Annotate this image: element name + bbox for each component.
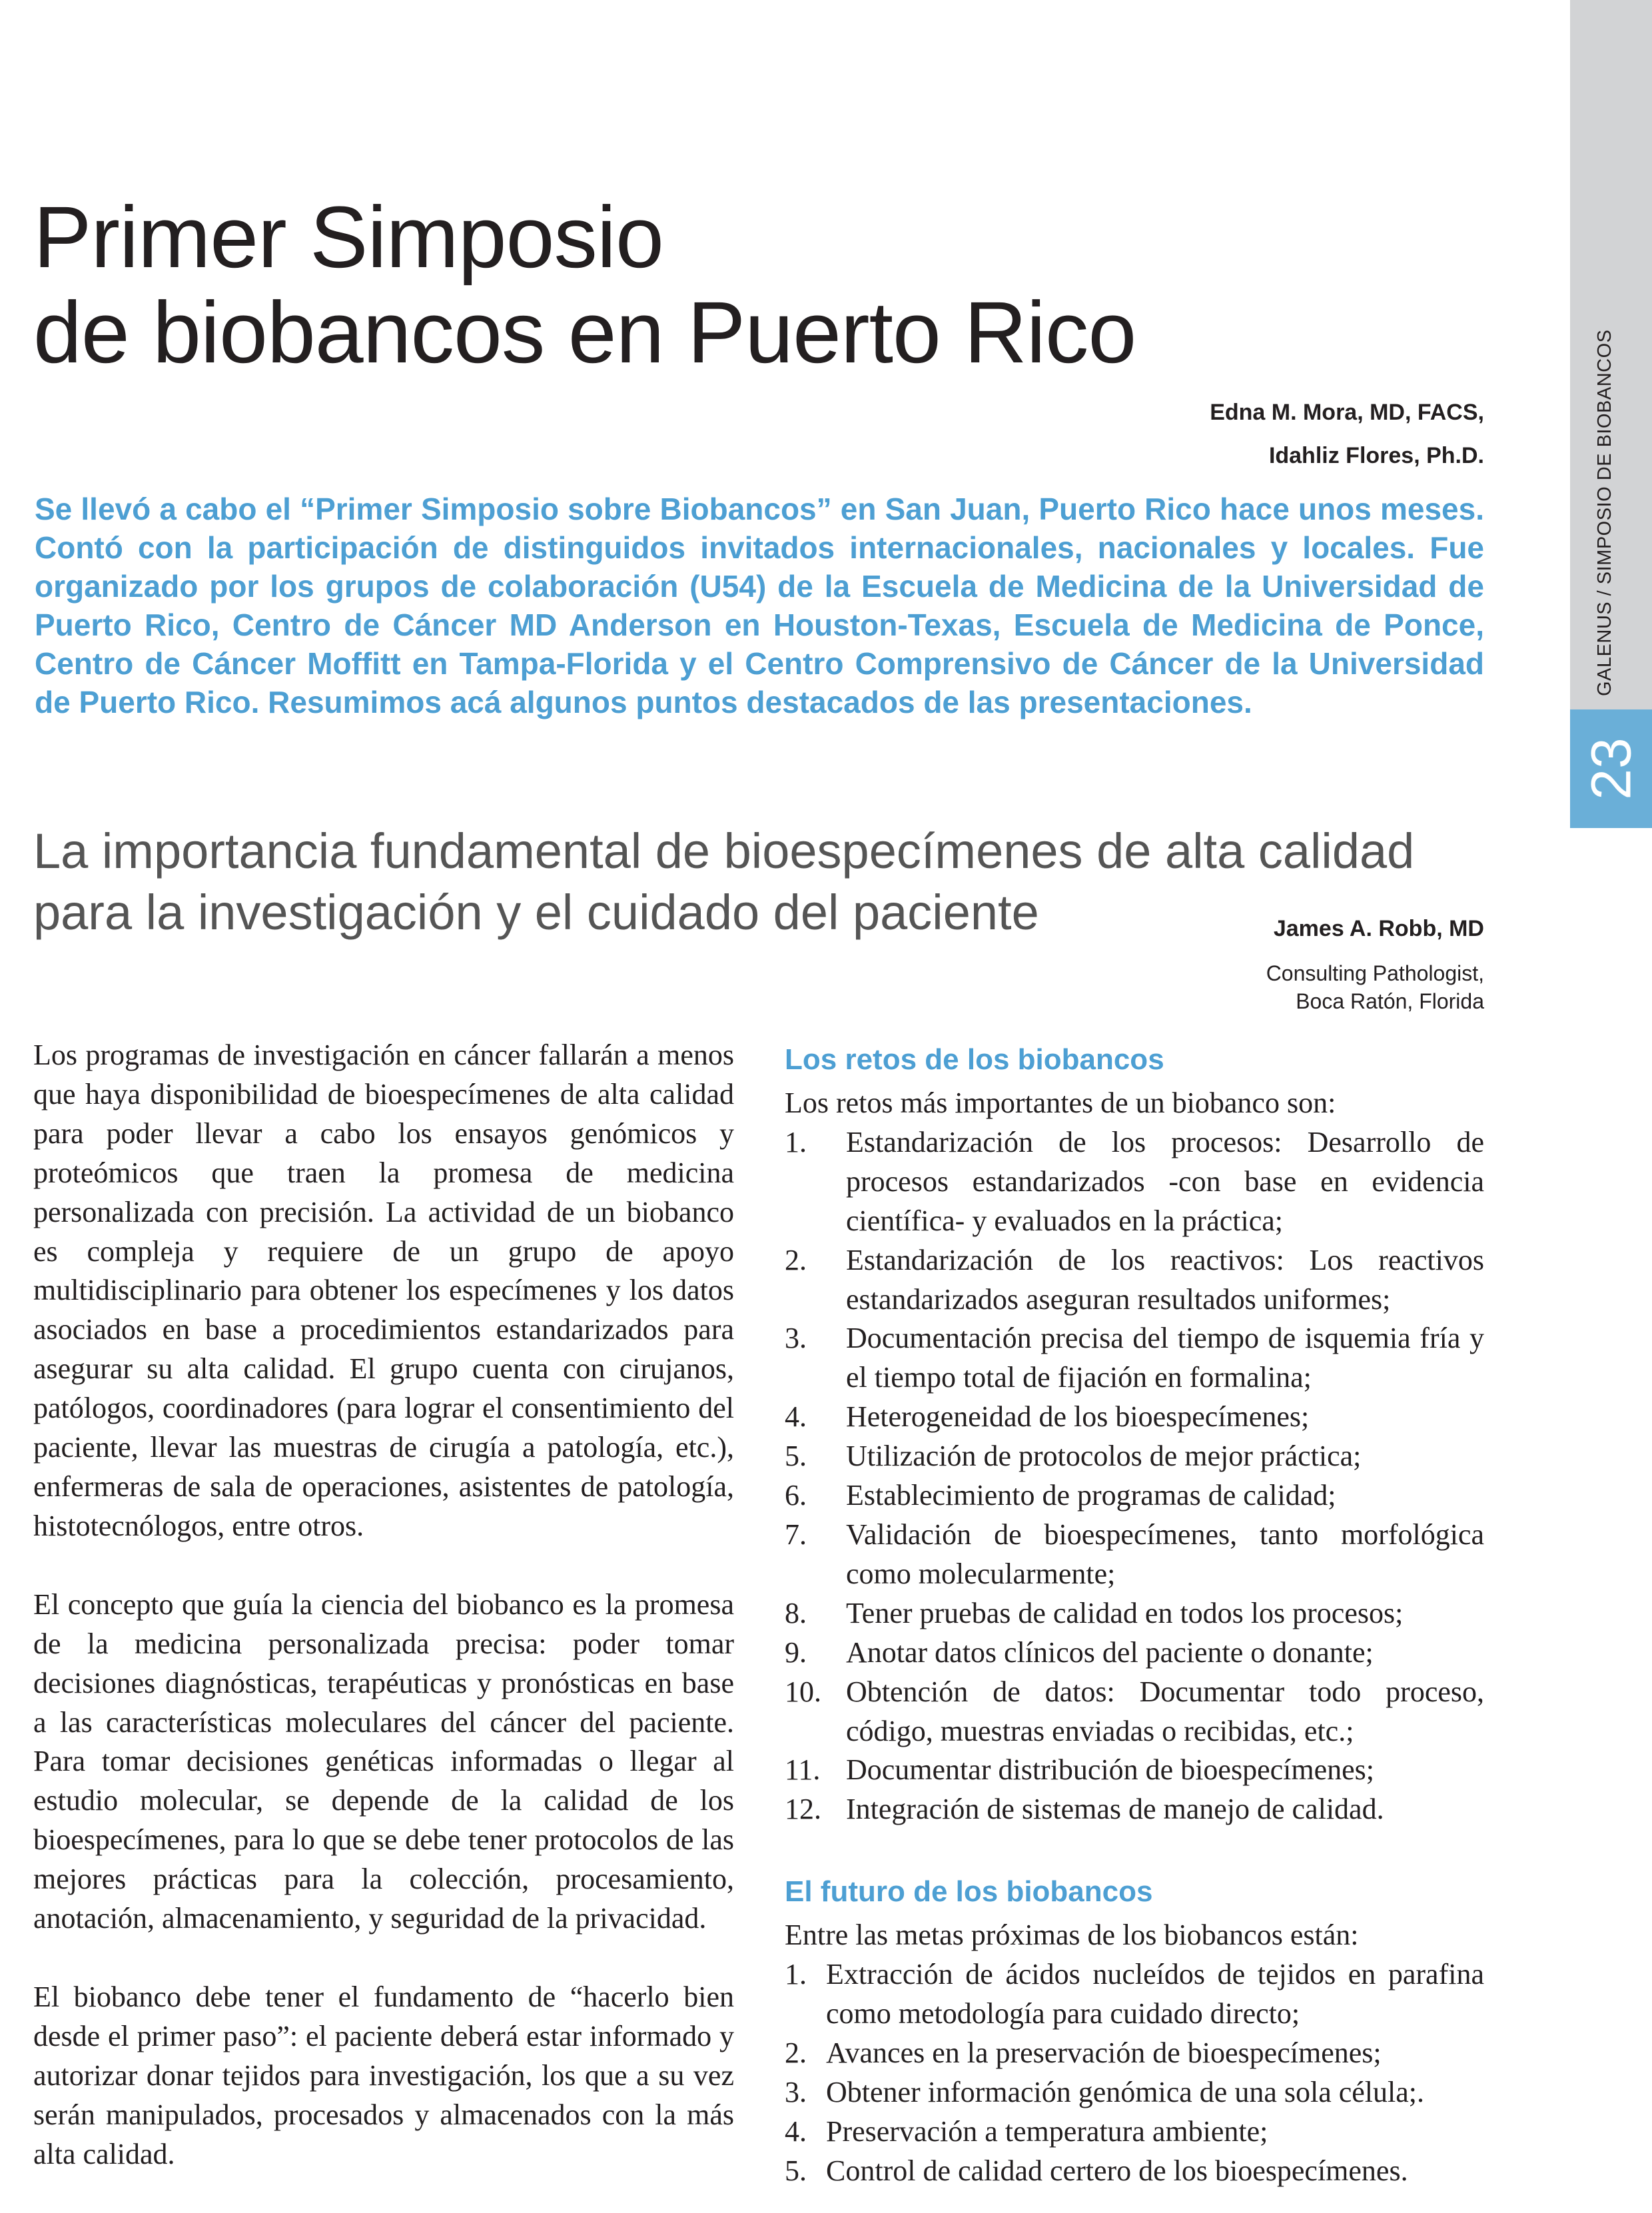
retos-heading: Los retos de los biobancos bbox=[785, 1043, 1164, 1076]
author-2: Idahliz Flores, Ph.D. bbox=[1268, 443, 1484, 468]
item-text: Validación de bioespecímenes, tanto morfológica como molecularmente; bbox=[846, 1518, 1484, 1590]
futuro-intro: Entre las metas próximas de los biobancos están: bbox=[785, 1919, 1359, 1952]
list-item bbox=[785, 1319, 1484, 1398]
title-line: Primer Simposio bbox=[33, 188, 663, 286]
item-number: 6. bbox=[785, 1479, 807, 1512]
list-item bbox=[785, 1516, 1484, 1594]
right-column bbox=[785, 1036, 1484, 2191]
item-text: Control de calidad certero de los bioespecímenes. bbox=[826, 2154, 1408, 2187]
list-item bbox=[785, 2152, 1484, 2191]
item-number: 5. bbox=[785, 2154, 807, 2187]
author-1: Edna M. Mora, MD, FACS, bbox=[1210, 400, 1484, 425]
item-number: 11. bbox=[785, 1753, 821, 1787]
item-text: Documentación precisa del tiempo de isquemia fría y el tiempo total de fijación en formalina; bbox=[846, 1322, 1484, 1394]
list-item bbox=[785, 2112, 1484, 2152]
item-number: 3. bbox=[785, 1322, 807, 1355]
item-text: Avances en la preservación de bioespecímenes; bbox=[826, 2036, 1382, 2069]
list-item bbox=[785, 2073, 1484, 2112]
affiliation-line: Consulting Pathologist, bbox=[1266, 961, 1484, 985]
item-number: 2. bbox=[785, 2036, 807, 2069]
item-number: 9. bbox=[785, 1635, 807, 1669]
page-number-tab bbox=[1570, 709, 1652, 828]
affiliation-line: Boca Ratón, Florida bbox=[1296, 989, 1484, 1013]
section-author: James A. Robb, MD bbox=[1273, 916, 1484, 941]
retos-intro: Los retos más importantes de un biobanco son: bbox=[785, 1087, 1336, 1119]
body-paragraph: Los programas de investigación en cáncer fallarán a menos que haya disponibilidad de bioespecímenes de alta calidad para poder llevar a cabo los ensayos genómicos y proteómicos que traen la promesa de medicina personalizada con precisión. La actividad de un biobanco es compleja y requiere de un grupo de apoyo multidisciplinario para obtener los especímenes y los datos asociados en base a procedimientos estandarizados para asegurar su alta calidad. El grupo cuenta con cirujanos, patólogos, coordinadores (para lograr el consentimiento del paciente, llevar las muestras de cirugía a patología, etc.), enfermeras de sala de operaciones, asistentes de patología, histotecnólogos, entre otros. bbox=[33, 1039, 734, 1542]
futuro-heading: El futuro de los biobancos bbox=[785, 1875, 1153, 1909]
left-column bbox=[33, 1036, 734, 2213]
list-item bbox=[785, 1437, 1484, 1476]
item-text: Preservación a temperatura ambiente; bbox=[826, 2114, 1268, 2148]
title-line: de biobancos en Puerto Rico bbox=[33, 282, 1136, 381]
list-item bbox=[785, 1594, 1484, 1633]
item-number: 7. bbox=[785, 1518, 807, 1551]
body-paragraph: El concepto que guía la ciencia del biobanco es la promesa de la medicina personalizada precisa: poder tomar decisiones diagnósticas, terapéuticas y pronósticas en base a las características moleculares del cáncer del paciente. Para tomar decisiones genéticas informadas o llegar al estudio molecular, se depende de la calidad de los bioespecímenes, para lo que se debe tener protocolos de las mejores prácticas para la colección, procesamiento, anotación, almacenamiento, y seguridad de la privacidad. bbox=[33, 1587, 734, 1935]
item-text: Extracción de ácidos nucleídos de tejidos en parafina como metodología para cuidado directo; bbox=[826, 1958, 1484, 2030]
item-number: 10. bbox=[785, 1675, 821, 1708]
list-item bbox=[785, 1398, 1484, 1437]
subtitle-line: para la investigación y el cuidado del paciente bbox=[33, 885, 1039, 940]
item-text: Documentar distribución de bioespecímenes; bbox=[846, 1753, 1374, 1787]
page-number: 23 bbox=[1579, 737, 1642, 800]
item-text: Tener pruebas de calidad en todos los procesos; bbox=[846, 1596, 1404, 1629]
item-number: 5. bbox=[785, 1440, 807, 1473]
list-item bbox=[785, 1673, 1484, 1751]
list-item bbox=[785, 1123, 1484, 1241]
futuro-list bbox=[785, 1955, 1484, 2190]
list-item bbox=[785, 2034, 1484, 2073]
item-number: 4. bbox=[785, 1400, 807, 1434]
item-text: Utilización de protocolos de mejor práctica; bbox=[846, 1440, 1362, 1473]
item-number: 12. bbox=[785, 1793, 821, 1826]
list-item bbox=[785, 1241, 1484, 1320]
section-spacer bbox=[785, 1829, 1484, 1868]
list-item bbox=[785, 1751, 1484, 1790]
lead-paragraph: Se llevó a cabo el “Primer Simposio sobre Biobancos” en San Juan, Puerto Rico hace unos meses. Contó con la participación de distinguidos invitados internacionales, nacionales y locales. Fue organizado por los grupos de colaboración (U54) de la Escuela de Medicina de la Universidad de Puerto Rico, Centro de Cáncer MD Anderson en Houston-Texas, Escuela de Medicina de Ponce, Centro de Cáncer Moffitt en Tampa-Florida y el Centro Comprensivo de Cáncer de la Universidad de Puerto Rico. Resumimos acá algunos puntos destacados de las presentaciones. bbox=[35, 492, 1484, 719]
item-text: Estandarización de los procesos: Desarrollo de procesos estandarizados -con base en evidencia científica- y evaluados en la práctica; bbox=[846, 1125, 1484, 1237]
item-text: Obtención de datos: Documentar todo proceso, código, muestras enviadas o recibidas, etc.; bbox=[846, 1675, 1484, 1747]
list-item bbox=[785, 1476, 1484, 1516]
item-text: Integración de sistemas de manejo de calidad. bbox=[846, 1793, 1384, 1826]
subtitle-line: La importancia fundamental de bioespecímenes de alta calidad bbox=[33, 823, 1415, 879]
item-text: Anotar datos clínicos del paciente o donante; bbox=[846, 1635, 1374, 1669]
item-number: 1. bbox=[785, 1125, 807, 1158]
list-item bbox=[785, 1633, 1484, 1673]
item-number: 3. bbox=[785, 2075, 807, 2108]
item-number: 2. bbox=[785, 1243, 807, 1276]
item-text: Obtener información genómica de una sola célula;. bbox=[826, 2075, 1424, 2108]
list-item bbox=[785, 1955, 1484, 2034]
retos-list bbox=[785, 1123, 1484, 1829]
item-number: 1. bbox=[785, 1958, 807, 1991]
item-text: Establecimiento de programas de calidad; bbox=[846, 1479, 1336, 1512]
article-title bbox=[33, 190, 1136, 380]
item-number: 8. bbox=[785, 1596, 807, 1629]
section-label: GALENUS / SIMPOSIO DE BIOBANCOS bbox=[1594, 329, 1615, 696]
list-item bbox=[785, 1790, 1484, 1829]
item-text: Estandarización de los reactivos: Los reactivos estandarizados aseguran resultados uniformes; bbox=[846, 1243, 1484, 1316]
item-number: 4. bbox=[785, 2114, 807, 2148]
body-paragraph: El biobanco debe tener el fundamento de “hacerlo bien desde el primer paso”: el paciente deberá estar informado y autorizar donar tejidos para investigación, los que a su vez serán manipulados, procesados y almacenados con la más alta calidad. bbox=[33, 1980, 734, 2170]
author-affiliation bbox=[1266, 959, 1484, 1015]
item-text: Heterogeneidad de los bioespecímenes; bbox=[846, 1400, 1310, 1434]
